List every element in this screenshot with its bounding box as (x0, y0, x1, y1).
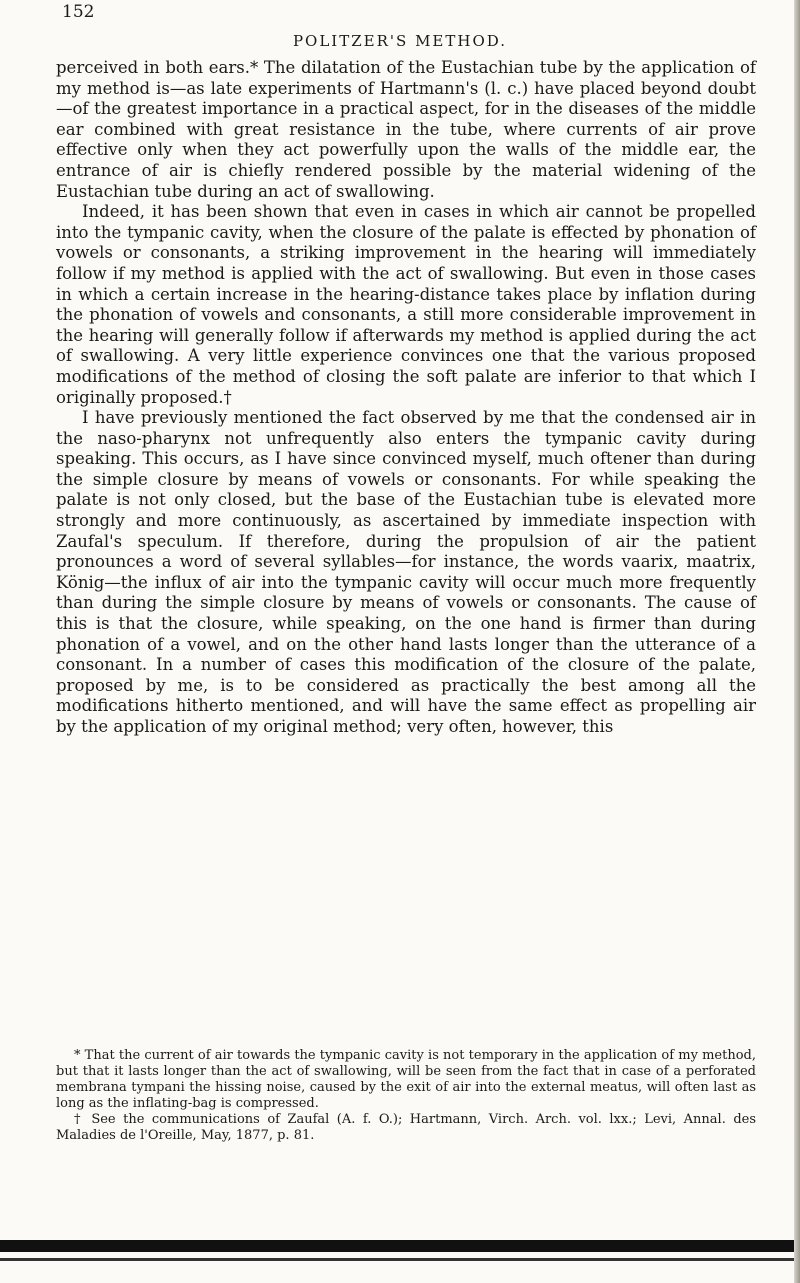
paragraph: Indeed, it has been shown that even in cases in which air cannot be propelled into the tympanic cavity, when the closure of the palate is effected by phonation of vowels or consonants, a striking improvement in the hearing will immediately follow if my method is applied with the act of swallowing. But even in those cases in which a certain increase in the hearing-distance takes place by inflation during the phonation of vowels and consonants, a still more considerable improvement in the hearing will generally follow if afterwards my method is applied during the act of swallowing. A very little experience convinces one that the various proposed modifications of the method of closing the soft palate are inferior to that which I originally proposed.† (56, 202, 756, 407)
body-text (56, 58, 756, 738)
running-head: POLITZER'S METHOD. (292, 32, 508, 50)
paragraph: I have previously mentioned the fact observed by me that the condensed air in the naso-pharynx not unfrequently also enters the tympanic cavity during speaking. This occurs, as I have since convinced myself, much oftener than during the simple closure by means of vowels or consonants. For while speaking the palate is not only closed, but the base of the Eustachian tube is elevated more strongly and more continuously, as ascertained by immediate inspection with Zaufal's speculum. If therefore, during the propulsion of air the patient pronounces a word of several syllables—for instance, the words vaarix, maatrix, König—the influx of air into the tympanic cavity will occur much more frequently than during the simple closure by means of vowels or consonants. The cause of this is that the closure, while speaking, on the one hand is firmer than during phonation of a vowel, and on the other hand lasts longer than the utterance of a consonant. In a number of cases this modification of the closure of the palate, proposed by me, is to be considered as practically the best among all the modifications hitherto mentioned, and will have the same effect as propelling air by the application of my original method; very often, however, this (56, 408, 756, 736)
page-bottom-edge-line (0, 1258, 800, 1261)
paragraph: perceived in both ears.* The dilatation of the Eustachian tube by the application of my method is—as late experiments of Hartmann's (l. c.) have placed beyond doubt—of the greatest importance in a practical aspect, for in the diseases of the middle ear combined with great resistance in the tube, where currents of air prove effective only when they act powerfully upon the walls of the middle ear, the entrance of air is chiefly rendered possible by the material widening of the Eustachian tube during an act of swallowing. (56, 58, 756, 201)
footnote: † See the communications of Zaufal (A. f. O.); Hartmann, Virch. Arch. vol. lxx.; Levi, Annal. des Maladies de l'Oreille, May, 1877, p. 81. (56, 1112, 756, 1143)
page-right-edge (794, 0, 800, 1283)
footnotes (56, 1048, 756, 1144)
footnote: * That the current of air towards the tympanic cavity is not temporary in the application of my method, but that it lasts longer than the act of swallowing, will be seen from the fact that in case of a perforated membrana tympani the hissing noise, caused by the exit of air into the external meatus, will often last as long as the inflating-bag is compressed. (56, 1048, 756, 1111)
page-number: 152 (62, 2, 95, 22)
page-bottom-edge (0, 1240, 800, 1252)
